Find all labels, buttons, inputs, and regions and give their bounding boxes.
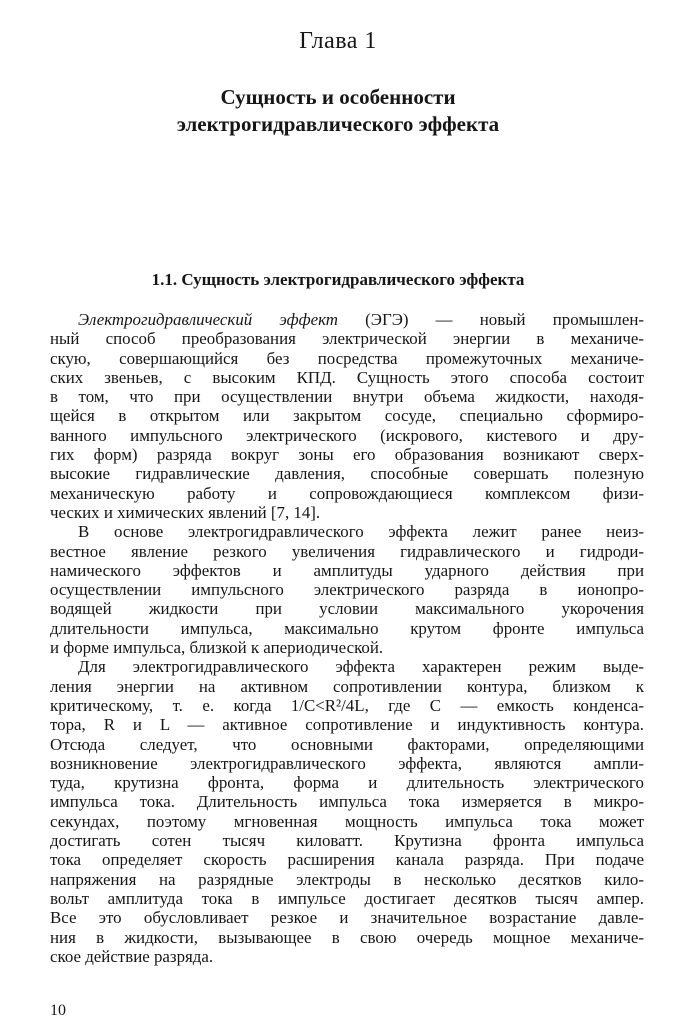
text-line: тора, R и L — активное сопротивление и индуктивность контура.	[50, 715, 644, 735]
section-heading: 1.1. Сущность электрогидравлического эффекта	[151, 270, 525, 289]
text-line: ское действие разряда.	[50, 946, 214, 966]
text-line: туда, крутизна фронта, форма и длительность электрического	[50, 773, 644, 793]
text-line: ния в жидкости, вызывающее в свою очередь мощное механиче-	[50, 927, 644, 947]
text-line: ный способ преобразования электрической энергии в механиче-	[50, 329, 644, 349]
text-line: гих форм) разряда вокруг зоны его образования возникают сверх-	[50, 445, 644, 465]
chapter-title-line-1: Сущность и особенности	[220, 85, 456, 109]
text-line: В основе электрогидравлического эффекта лежит ранее неиз-	[78, 522, 644, 542]
text-line: намического эффектов и амплитуды ударного действия при	[50, 560, 644, 580]
text-line: критическому, т. е. когда 1/C<R²/4L, где C — емкость конденса-	[50, 695, 644, 715]
text-line: водящей жидкости при условии максимального укорочения	[50, 599, 644, 619]
text-line: осуществлении импульсного электрического разряда в ионопро-	[50, 580, 644, 600]
text-line: скую, совершающийся без посредства промежуточных механиче-	[50, 348, 644, 368]
text-line: ских звеньев, с высоким КПД. Сущность этого способа состоит	[50, 367, 644, 387]
body-text	[50, 310, 644, 966]
text-line: Для электрогидравлического эффекта характерен режим выде-	[78, 657, 644, 677]
paragraph-1	[50, 310, 644, 522]
italic-term: Электрогидравлический эффект	[78, 310, 338, 329]
text-line: ческих и химических явлений [7, 14].	[50, 502, 321, 522]
text-line: щейся в открытом или закрытом сосуде, специально сформиро-	[50, 406, 644, 426]
text-line: длительности импульса, максимально крутом фронте импульса	[50, 618, 644, 638]
text-line: высокие гидравлические давления, способные совершать полезную	[50, 464, 644, 484]
page-number: 10	[50, 1002, 66, 1019]
text-line: и форме импульса, близкой к апериодической.	[50, 638, 384, 658]
text-line: импульса тока. Длительность импульса тока измеряется в микро-	[50, 792, 644, 812]
text-line: вестное явление резкого увеличения гидравлического и гидроди-	[50, 541, 644, 561]
paragraph-3	[50, 657, 644, 966]
text-line: тока определяет скорость расширения канала разряда. При подаче	[50, 850, 644, 870]
text-line: Электрогидравлический эффект (ЭГЭ) — новый промышлен-	[78, 310, 645, 329]
text-line: вольт амплитуда тока в импульсе достигает десятков тысяч ампер.	[50, 888, 644, 908]
text-line: ванного импульсного электрического (искрового, кистевого и дру-	[50, 425, 644, 445]
chapter-label: Глава 1	[299, 28, 377, 54]
text-line: секундах, поэтому мгновенная мощность импульса тока может	[50, 811, 644, 831]
chapter-title	[0, 84, 676, 138]
text-line: возникновение электрогидравлического эффекта, являются ампли-	[50, 753, 644, 773]
chapter-title-line-2: электрогидравлического эффекта	[176, 112, 500, 136]
text-line: напряжения на разрядные электроды в несколько десятков кило-	[50, 869, 644, 889]
text-line: механическую работу и сопровождающиеся комплексом физи-	[50, 483, 644, 503]
text-line: в том, что при осуществлении внутри объема жидкости, находя-	[50, 387, 644, 407]
text-line: достигать сотен тысяч киловатт. Крутизна фронта импульса	[50, 831, 644, 851]
paragraph-2	[50, 522, 644, 657]
text-line: Отсюда следует, что основными факторами, определяющими	[50, 734, 644, 754]
text-line: Все это обусловливает резкое и значительное возрастание давле-	[50, 908, 644, 928]
text-line: ления энергии на активном сопротивлении контура, близком к	[50, 676, 644, 696]
